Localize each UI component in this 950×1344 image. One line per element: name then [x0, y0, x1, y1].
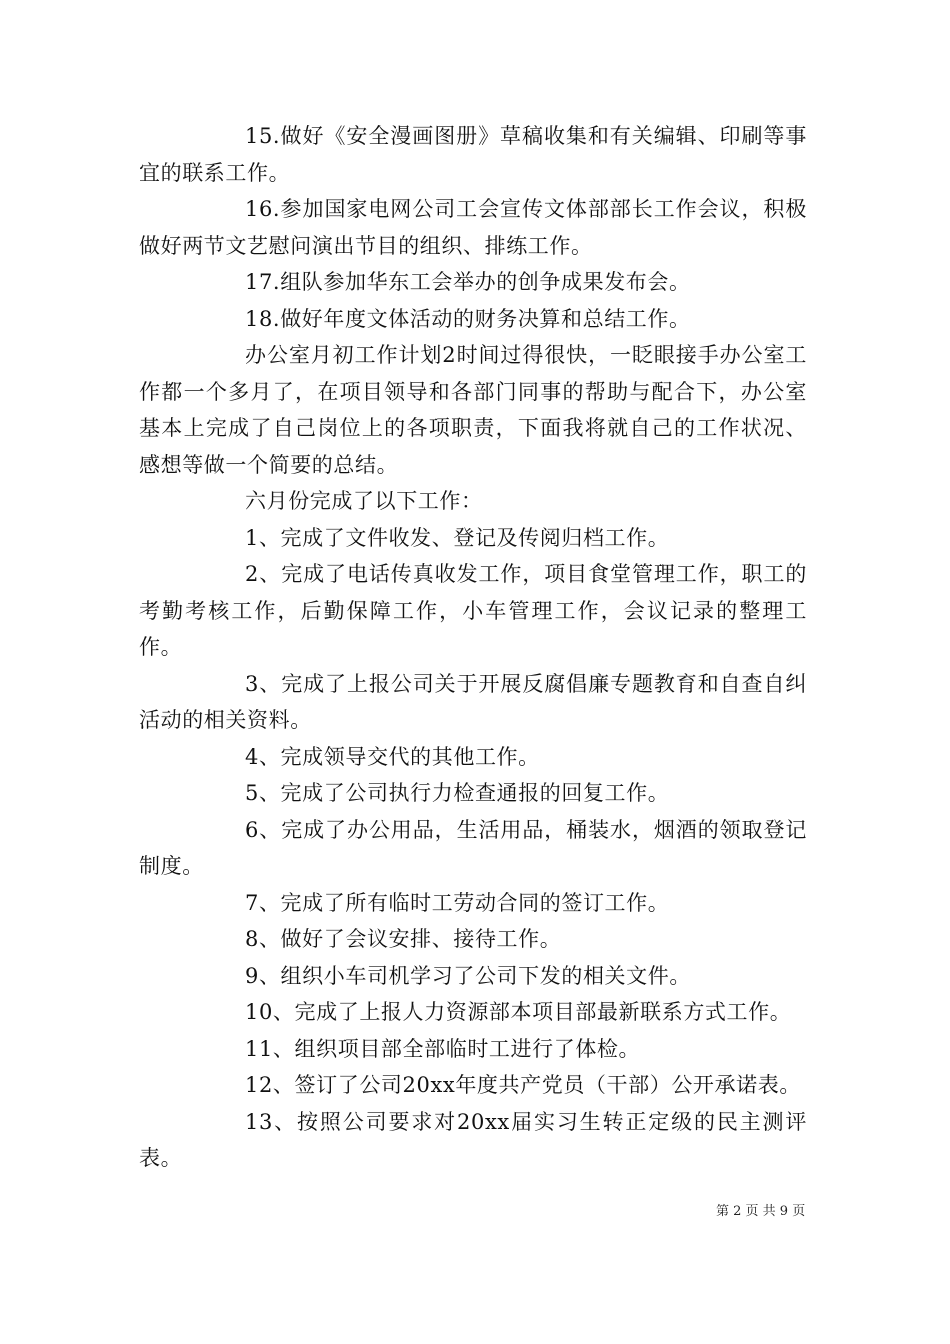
- paragraph-summary-intro: 办公室月初工作计划2时间过得很快，一眨眼接手办公室工作都一个多月了，在项目领导和各部门同事的帮助与配合下，办公室基本上完成了自己岗位上的各项职责，下面我将就自己的工作状况、感想等做一个简要的总结。: [139, 343, 807, 477]
- document-body: [139, 118, 807, 1177]
- paragraph-15: 15.做好《安全漫画图册》草稿收集和有关编辑、印刷等事宜的联系工作。: [139, 124, 807, 185]
- list-item-2: 2、完成了电话传真收发工作，项目食堂管理工作，职工的考勤考核工作，后勤保障工作，小车管理工作，会议记录的整理工作。: [139, 562, 807, 659]
- list-item-9: 9、组织小车司机学习了公司下发的相关文件。: [245, 963, 691, 988]
- list-item-7: 7、完成了所有临时工劳动合同的签订工作。: [245, 890, 670, 915]
- page-number-label: 第 2 页 共 9 页: [716, 1204, 806, 1219]
- list-item-1: 1、完成了文件收发、登记及传阅归档工作。: [245, 525, 670, 550]
- list-item-3: 3、完成了上报公司关于开展反腐倡廉专题教育和自查自纠活动的相关资料。: [139, 671, 807, 732]
- list-item-11: 11、组织项目部全部临时工进行了体检。: [245, 1036, 641, 1061]
- paragraph-16: 16.参加国家电网公司工会宣传文体部部长工作会议，积极做好两节文艺慰问演出节目的组织、排练工作。: [139, 197, 807, 258]
- list-item-5: 5、完成了公司执行力检查通报的回复工作。: [245, 781, 670, 805]
- paragraph-17: 17.组队参加华东工会举办的创争成果发布会。: [245, 270, 691, 294]
- list-item-12: 12、签订了公司20xx年度共产党员（干部）公开承诺表。: [245, 1073, 801, 1097]
- paragraph-june-heading: 六月份完成了以下工作：: [245, 489, 483, 513]
- list-item-6: 6、完成了办公用品，生活用品，桶装水，烟酒的领取登记制度。: [139, 817, 807, 878]
- paragraph-18: 18.做好年度文体活动的财务决算和总结工作。: [245, 306, 691, 331]
- list-item-10: 10、完成了上报人力资源部本项目部最新联系方式工作。: [245, 1000, 792, 1024]
- page-footer: [716, 1203, 805, 1221]
- list-item-4: 4、完成领导交代的其他工作。: [245, 744, 540, 769]
- list-item-8: 8、做好了会议安排、接待工作。: [245, 927, 562, 951]
- list-item-13: 13、按照公司要求对20xx届实习生转正定级的民主测评表。: [139, 1109, 807, 1170]
